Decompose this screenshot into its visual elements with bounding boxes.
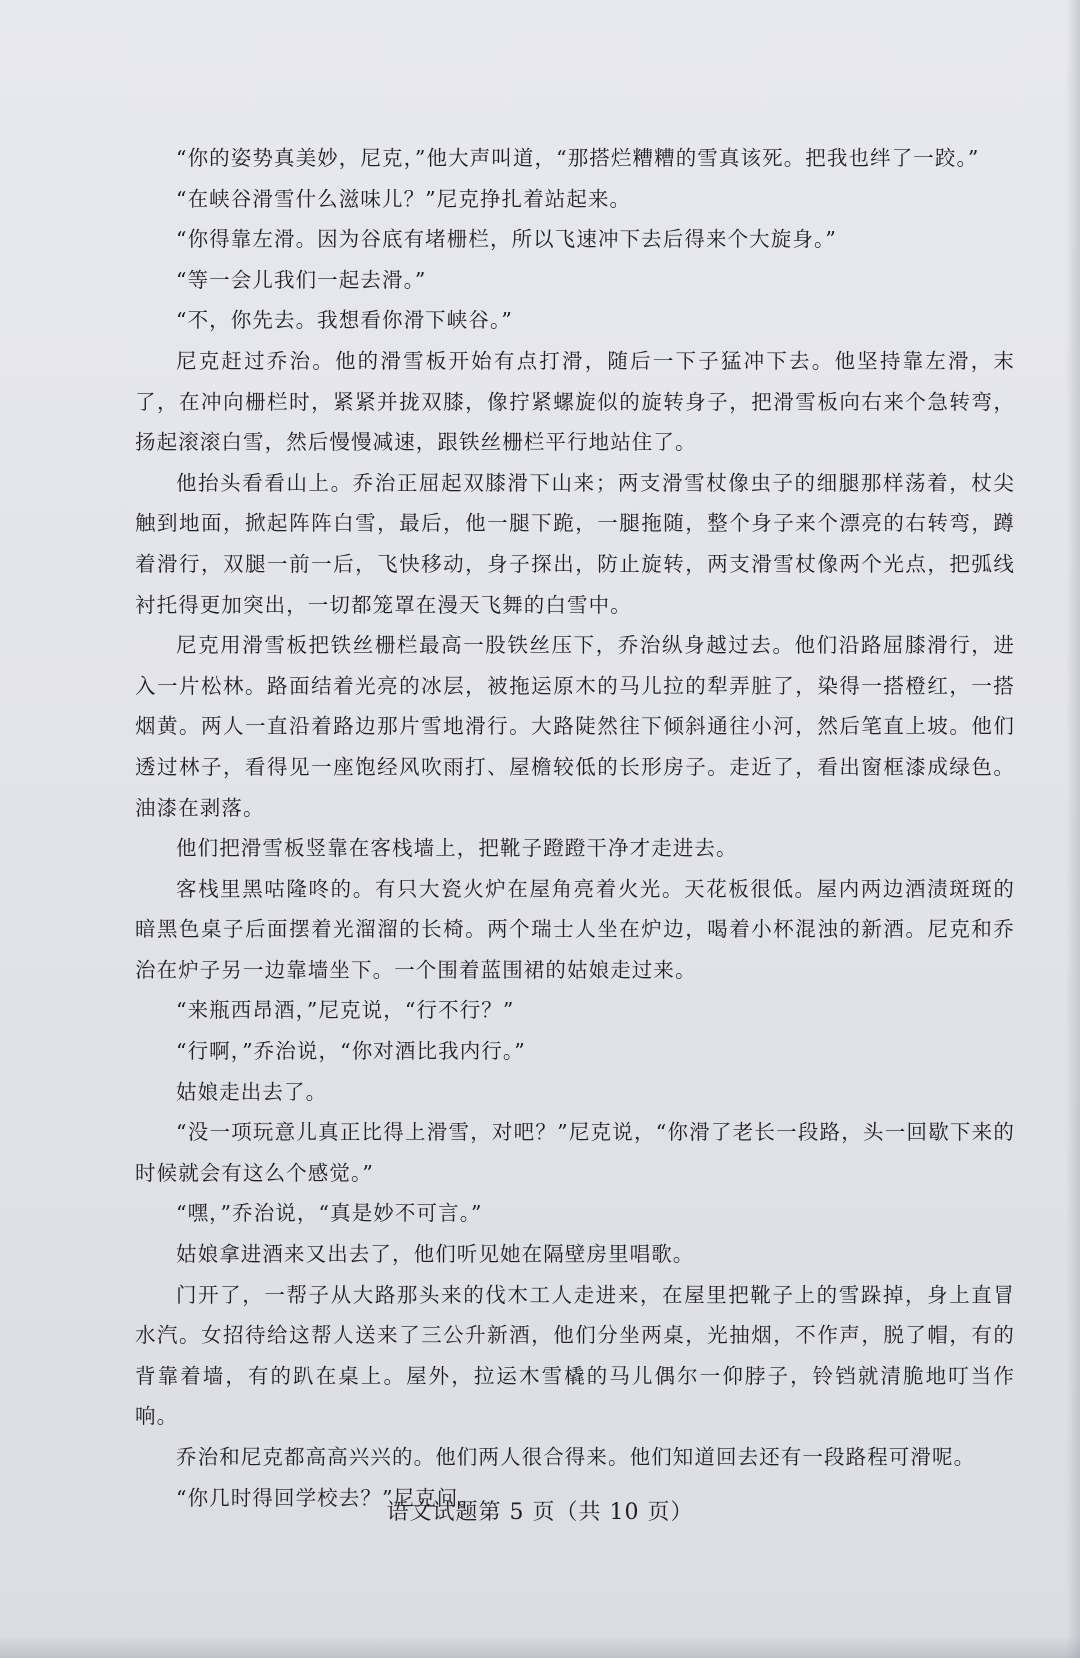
page-bottom-shadow (0, 1636, 1080, 1658)
story-text (135, 138, 1015, 1518)
paragraph: “没一项玩意儿真正比得上滑雪，对吧？”尼克说，“你滑了老长一段路，头一回歇下来的时候就会有这么个感觉。” (135, 1120, 1015, 1185)
paragraph: “不，你先去。我想看你滑下峡谷。” (176, 308, 513, 333)
paragraph: 门开了，一帮子从大路那头来的伐木工人走进来，在屋里把靴子上的雪跺掉，身上直冒水汽。女招待给这帮人送来了三公升新酒，他们分坐两桌，光抽烟，不作声，脱了帽，有的背靠着墙，有的趴在桌上。屋外，拉运木雪橇的马儿偶尔一仰脖子，铃铛就清脆地叮当作响。 (135, 1282, 1015, 1429)
paragraph: “来瓶西昂酒，”尼克说，“行不行？” (176, 998, 515, 1023)
paragraph: “嘿，”乔治说，“真是妙不可言。” (176, 1201, 483, 1226)
paragraph: “你几时得回学校去？”尼克问。 (176, 1485, 480, 1510)
paragraph: 他们把滑雪板竖靠在客栈墙上，把靴子蹬蹬干净才走进去。 (176, 836, 738, 861)
paragraph: “行啊，”乔治说，“你对酒比我内行。” (176, 1039, 526, 1064)
page-edge-shadow (1066, 0, 1080, 1658)
paragraph: 客栈里黑咕隆咚的。有只大瓷火炉在屋角亮着火光。天花板很低。屋内两边酒渍斑斑的暗黑色桌子后面摆着光溜溜的长椅。两个瑞士人坐在炉边，喝着小杯混浊的新酒。尼克和乔治在炉子另一边靠墙坐下。一个围着蓝围裙的姑娘走过来。 (135, 876, 1015, 982)
paragraph: 乔治和尼克都高高兴兴的。他们两人很合得来。他们知道回去还有一段路程可滑呢。 (176, 1445, 976, 1469)
paragraph: “你得靠左滑。因为谷底有堵栅栏，所以飞速冲下去后得来个大旋身。” (176, 227, 837, 252)
paragraph: “在峡谷滑雪什么滋味儿？”尼克挣扎着站起来。 (176, 186, 632, 211)
paragraph: “你的姿势真美妙，尼克，”他大声叫道，“那搭烂糟糟的雪真该死。把我也绊了一跤。” (176, 146, 980, 170)
page-footer: 语文试题第 5 页（共 10 页） (386, 1500, 694, 1525)
paragraph: 尼克用滑雪板把铁丝栅栏最高一股铁丝压下，乔治纵身越过去。他们沿路屈膝滑行，进入一片松林。路面结着光亮的冰层，被拖运原木的马儿拉的犁弄脏了，染得一搭橙红，一搭烟黄。两人一直沿着路边那片雪地滑行。大路陡然往下倾斜通往小河，然后笔直上坡。他们透过林子，看得见一座饱经风吹雨打、屋檐较低的长形房子。走近了，看出窗框漆成绿色。油漆在剥落。 (135, 633, 1015, 820)
paragraph: “等一会儿我们一起去滑。” (176, 267, 427, 292)
paragraph: 尼克赶过乔治。他的滑雪板开始有点打滑，随后一下子猛冲下去。他坚持靠左滑，末了，在冲向栅栏时，紧紧并拢双膝，像拧紧螺旋似的旋转身子，把滑雪板向右来个急转弯，扬起滚滚白雪，然后慢慢减速，跟铁丝栅栏平行地站住了。 (135, 348, 1015, 455)
paragraph: 姑娘拿进酒来又出去了，他们听见她在隔壁房里唱歌。 (176, 1242, 695, 1267)
paragraph: 他抬头看看山上。乔治正屈起双膝滑下山来；两支滑雪杖像虫子的细腿那样荡着，杖尖触到地面，掀起阵阵白雪，最后，他一腿下跪，一腿拖随，整个身子来个漂亮的右转弯，蹲着滑行，双腿一前一后，飞快移动，身子探出，防止旋转，两支滑雪杖像两个光点，把弧线衬托得更加突出，一切都笼罩在漫天飞舞的白雪中。 (135, 470, 1015, 617)
paragraph: 姑娘走出去了。 (176, 1079, 328, 1104)
